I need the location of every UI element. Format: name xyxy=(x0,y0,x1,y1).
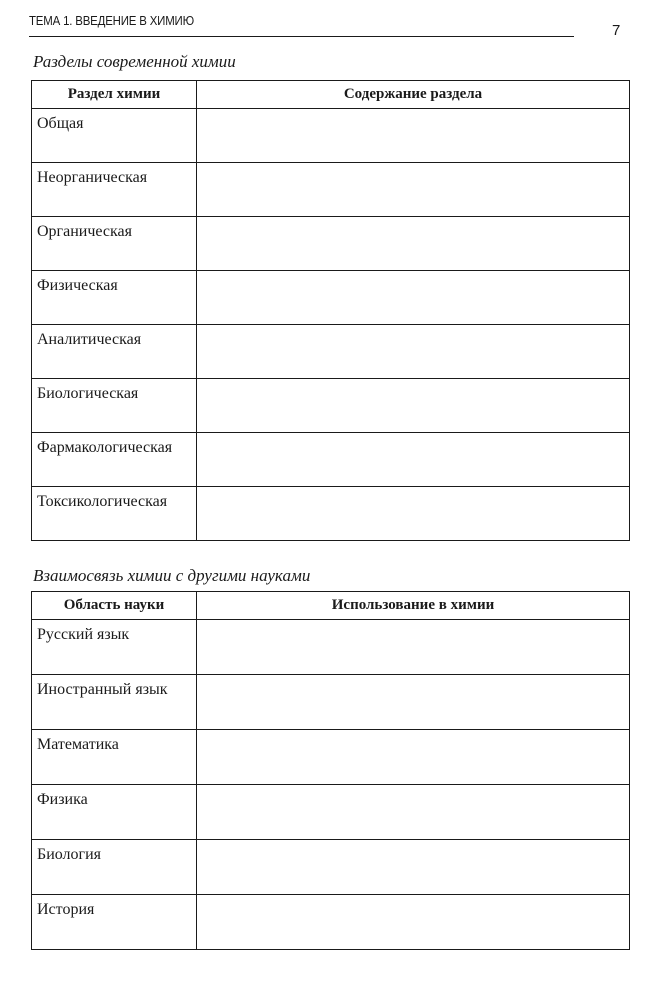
science-links-table xyxy=(31,591,630,950)
table-row-label: Иностранный язык xyxy=(32,675,197,730)
page-number: 7 xyxy=(612,22,621,39)
table-row-label: Русский язык xyxy=(32,620,197,675)
answer-cell[interactable] xyxy=(197,785,630,840)
column-header: Использование в химии xyxy=(197,592,630,620)
chemistry-branches-table xyxy=(31,80,630,541)
table2-title: Взаимосвязь химии с другими науками xyxy=(33,566,311,585)
answer-cell[interactable] xyxy=(197,840,630,895)
answer-cell[interactable] xyxy=(197,433,630,487)
table1-title: Разделы современной химии xyxy=(33,52,236,71)
table-row-label: Физика xyxy=(32,785,197,840)
answer-cell[interactable] xyxy=(197,487,630,541)
answer-cell[interactable] xyxy=(197,675,630,730)
column-header: Содержание раздела xyxy=(197,81,630,109)
table-row-label: Неорганическая xyxy=(32,163,197,217)
answer-cell[interactable] xyxy=(197,163,630,217)
answer-cell[interactable] xyxy=(197,271,630,325)
answer-cell[interactable] xyxy=(197,895,630,950)
table-row-label: Физическая xyxy=(32,271,197,325)
answer-cell[interactable] xyxy=(197,620,630,675)
answer-cell[interactable] xyxy=(197,730,630,785)
table-row-label: Аналитическая xyxy=(32,325,197,379)
column-header: Область науки xyxy=(32,592,197,620)
answer-cell[interactable] xyxy=(197,379,630,433)
answer-cell[interactable] xyxy=(197,217,630,271)
table-row-label: Токсикологическая xyxy=(32,487,197,541)
table-row-label: Общая xyxy=(32,109,197,163)
answer-cell[interactable] xyxy=(197,109,630,163)
table-row-label: Математика xyxy=(32,730,197,785)
header-rule xyxy=(29,36,574,37)
table-row-label: Фармакологическая xyxy=(32,433,197,487)
table-row-label: Органическая xyxy=(32,217,197,271)
column-header: Раздел химии xyxy=(32,81,197,109)
table-row-label: Биология xyxy=(32,840,197,895)
table-row-label: Биологическая xyxy=(32,379,197,433)
running-header: ТЕМА 1. ВВЕДЕНИЕ В ХИМИЮ xyxy=(29,13,194,28)
table-row-label: История xyxy=(32,895,197,950)
answer-cell[interactable] xyxy=(197,325,630,379)
